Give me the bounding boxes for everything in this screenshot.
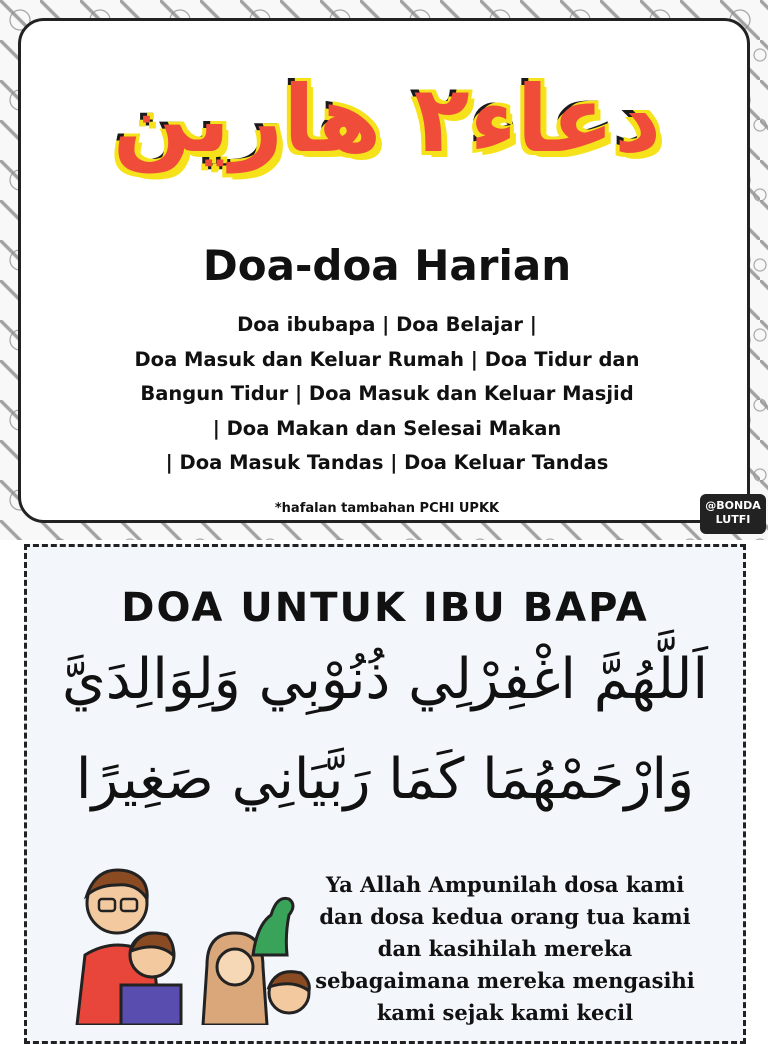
description-line: | Doa Makan dan Selesai Makan	[212, 416, 562, 440]
doa-list-description	[61, 308, 713, 481]
footnote: *hafalan tambahan PCHI UPKK	[274, 501, 500, 516]
description-line: | Doa Masuk Tandas | Doa Keluar Tandas	[165, 451, 609, 474]
meaning-line: dan dosa kedua orang tua kami	[319, 904, 691, 929]
arabic-prayer-line: وَارْحَمْهُمَا كَمَا رَبَّيَانِي صَغِيرًا	[75, 747, 695, 812]
brand-line: LUTFI	[715, 513, 751, 526]
page-title: Doa-doa Harian	[202, 241, 572, 290]
meaning-line: dan kasihilah mereka	[377, 936, 633, 961]
family-illustration	[57, 855, 317, 1025]
meaning-line: sebagaimana mereka mengasihi	[315, 968, 695, 993]
arabic-prayer-line: اَللَّهُمَّ اغْفِرْلِي ذُنُوْبِي وَلِوَالِدَيَّ	[61, 647, 709, 712]
header-card	[18, 18, 750, 523]
description-line: Bangun Tidur | Doa Masuk dan Keluar Masjid	[140, 382, 634, 405]
description-line: Doa Masuk dan Keluar Rumah | Doa Tidur dan	[134, 347, 640, 371]
brand-logo	[700, 494, 766, 534]
meaning-line: Ya Allah Ampunilah dosa kami	[325, 872, 685, 897]
doa-title: DOA UNTUK IBU BAPA	[121, 585, 649, 631]
meaning-line: kami sejak kami kecil	[376, 1000, 634, 1025]
brand-line: @BONDA	[705, 499, 761, 512]
prayer-meaning	[305, 869, 705, 1029]
doa-card	[24, 544, 746, 1044]
arabic-title: دعاء٢ هارين	[112, 66, 662, 173]
description-line: Doa ibubapa | Doa Belajar |	[237, 313, 537, 336]
